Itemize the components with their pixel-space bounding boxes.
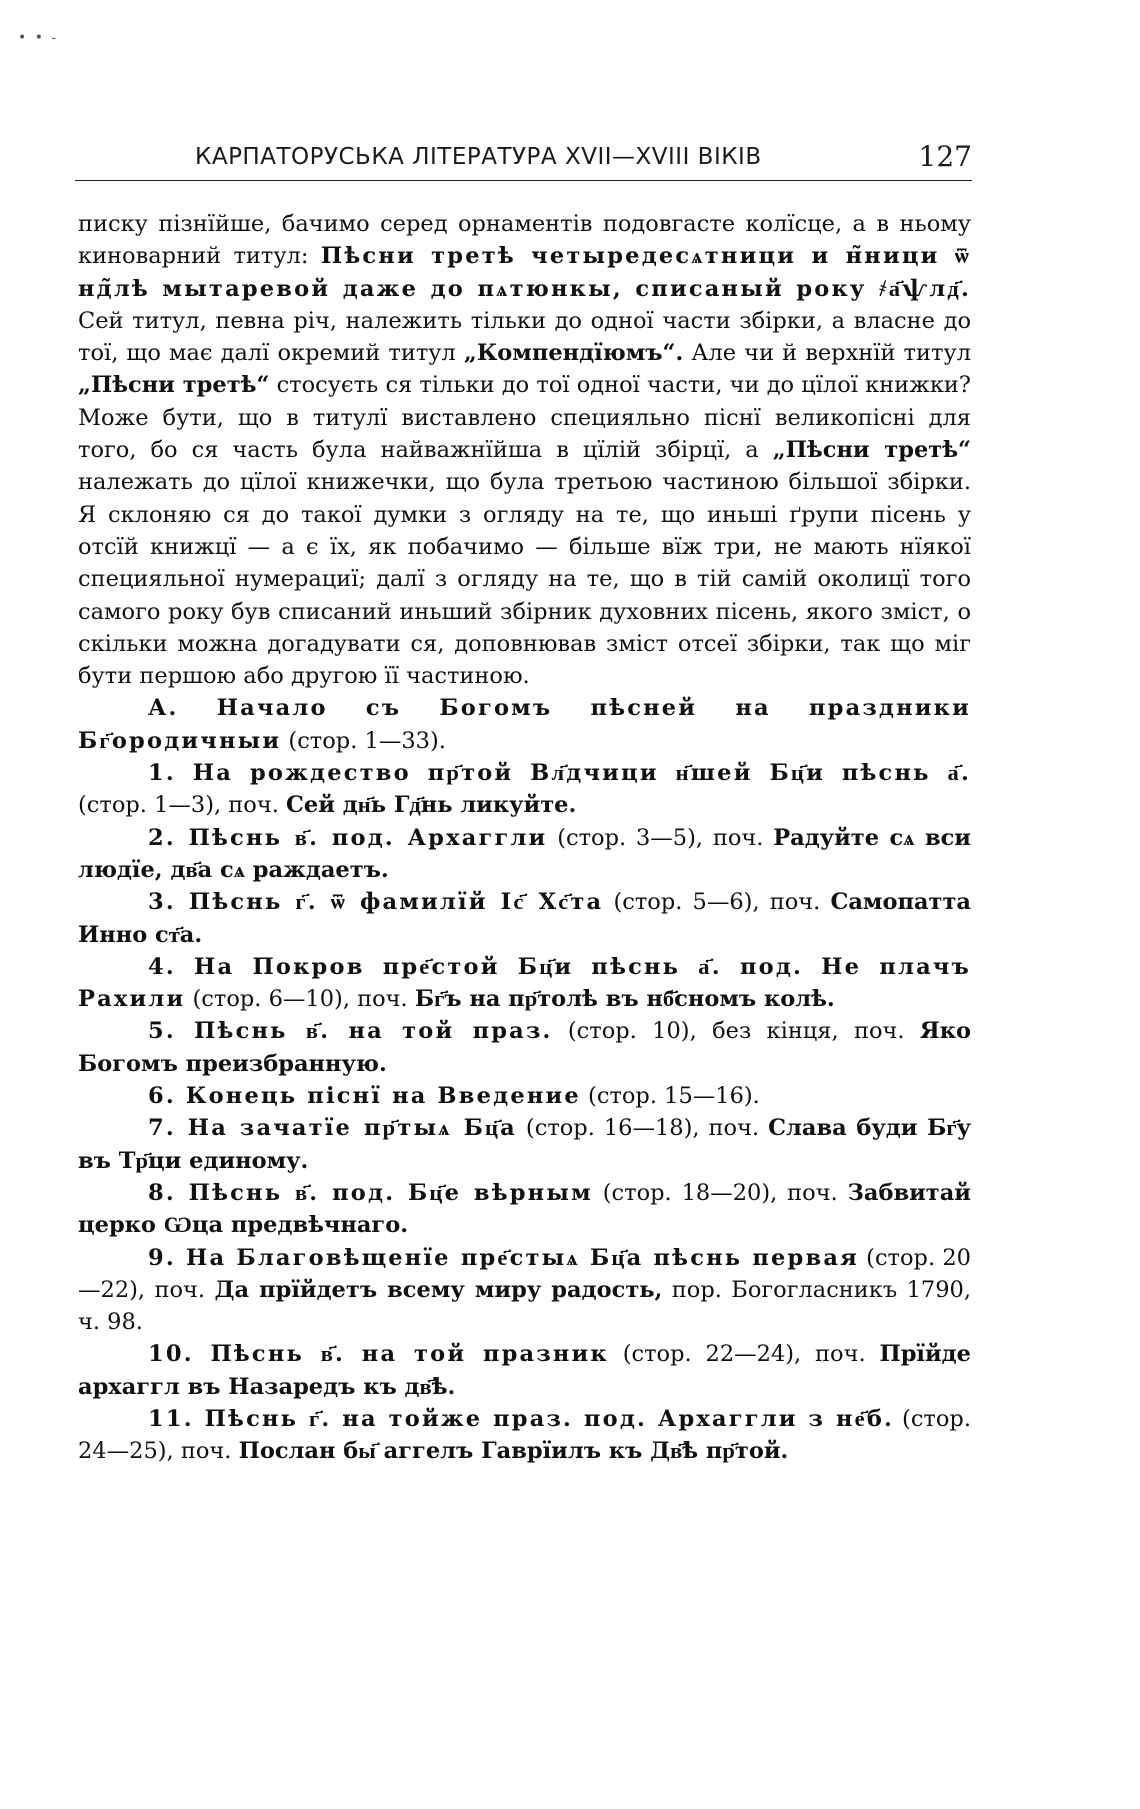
section-a-title: А. Начало съ Богомъ пѣсней на праздники Бг҃ородичныи [78, 695, 971, 754]
item-pages: (стор. 15—16). [580, 1083, 760, 1110]
intro-text-3: Але чи й верхнїй титул [683, 340, 971, 367]
page-number: 127 [918, 140, 972, 173]
item-incipit: Радуйте сѧ вси людїе, дв҃а сѧ раждаетъ. [78, 824, 971, 883]
list-item [78, 822, 971, 887]
list-item [78, 1112, 971, 1177]
running-head [75, 138, 972, 181]
list-item [78, 1080, 971, 1112]
item-incipit: Самопатта Инно ст҃а. [78, 889, 971, 948]
item-title: 1. На рождество пр҃той Вл҃дчици н҃шей Бц҃и пѣснь а҃. [148, 760, 971, 787]
item-reference: пор. Богогласникъ 1790, ч. 98. [78, 1276, 971, 1336]
item-title: 10. Пѣснь в҃. на той празник [148, 1341, 609, 1368]
intro-text-5: належать до цїлої книжечки, що була третьою частиною більшої збірки. Я склоняю ся до такої думки з огляду на те, що иньші ґрупи пісень у отсїй книжцї — а є їх, як побачимо — більше вїж три, не мають нїякої специяльної нумерациї; далї з огляду на те, що в тій самій околицї того самого року був списаний иньший збірник духовних пісень, якого зміст, о скільки можна догадувати ся, доповнював зміст отсеї збірки, так що міг бути першою або другою її частиною. [78, 469, 971, 690]
item-incipit: Слава буди Бг҃у въ Тр҃ци единому. [78, 1115, 971, 1174]
item-pages: (стор. 10), без кінця, поч. [552, 1018, 920, 1045]
running-title: КАРПАТОРУСЬКА ЛІТЕРАТУРА XVII—XVIII ВІКІВ [195, 144, 762, 170]
item-incipit: Бг҃ъ на пр҃толѣ въ нб҃сномъ колѣ. [414, 986, 835, 1013]
item-pages: (стор. 16—18), поч. [516, 1115, 769, 1142]
intro-paragraph [78, 208, 971, 692]
church-title-pisny-2: „Пѣсни третѣ“ [772, 437, 971, 464]
body-text [78, 208, 971, 1468]
item-title: 9. На Благовѣщенїе пре҃стыѧ Бц҃а пѣснь первая [148, 1244, 859, 1271]
item-pages: (стор. 3—5), поч. [547, 824, 774, 851]
corner-mark: • • - [18, 30, 59, 46]
item-incipit: Сей дн҃ь Гд҃нь ликуйте. [286, 792, 577, 819]
item-pages: (стор. 20—22), поч. [78, 1244, 971, 1303]
intro-text-4: стосуєть ся тільки до тої одної части, чи до цїлої книжки? Може бути, що в титулї виставлено специяльно піснї великопісні для того, бо ся часть була найважнїйша в цїлій збірцї, а [78, 372, 971, 464]
list-item [78, 1242, 971, 1339]
item-pages: (стор. 22—24), поч. [608, 1341, 880, 1368]
item-title: 2. Пѣснь в҃. под. Архаггли [148, 824, 548, 851]
list-item [78, 757, 971, 822]
list-item [78, 951, 971, 1016]
item-incipit: Яко Богомъ преизбранную. [78, 1018, 971, 1077]
church-title-compendium: „Компендїюмъ“. [463, 340, 684, 367]
list-item [78, 1338, 971, 1403]
church-title-pisny-1: „Пѣсни третѣ“ [78, 372, 270, 399]
list-item [78, 1177, 971, 1242]
item-title: 4. На Покров пре҃стой Бц҃и пѣснь а҃. под. Не плачъ Рахили [78, 953, 971, 1013]
item-pages: (стор. 24—25), поч. [78, 1405, 971, 1465]
item-title: 6. Конець піснї на Введение [148, 1083, 581, 1110]
intro-text-1: писку пізнїйше, бачимо серед орнаментів подовгасте колїсце, а в ньому киноварний титул: [78, 211, 971, 270]
spaced-title-1: Пѣсни третѣ четыредесѧтници и н̃ници ѿ нд̃лѣ мытаревой даже до пѧтюнкы, списаный року ҂а҃ѱлд҃. [78, 243, 971, 302]
item-title: 11. Пѣснь г҃. на тойже праз. под. Архаггли з не҃б. [148, 1405, 895, 1432]
item-pages: (стор. 6—10), поч. [185, 986, 415, 1013]
item-title: 8. Пѣснь в҃. под. Бц҃е вѣрным [148, 1179, 593, 1206]
intro-text-2: Сей титул, певна річ, належить тільки до одної части збірки, а власне до тої, що має далї окремий титул [78, 307, 971, 367]
list-item [78, 886, 971, 951]
item-title: 7. На зачатїе пр҃тыѧ Бц҃а [148, 1115, 517, 1142]
section-a-pages: (стор. 1—33). [281, 727, 446, 754]
item-incipit: Забвитай церко Ѡца предвѣчнаго. [78, 1179, 971, 1239]
item-title: 3. Пѣснь г҃. ѿ фамилїй Іс҃ Хс҃та [148, 889, 604, 916]
item-incipit: Да прїйдетъ всему миру радость, [214, 1276, 663, 1303]
item-incipit: Послан бы҃ аггелъ Гаврїилъ къ Дв҃ѣ пр҃той. [238, 1438, 789, 1465]
list-item [78, 1015, 971, 1080]
list-item [78, 1403, 971, 1468]
item-pages: (стор. 1—3), поч. [78, 792, 287, 819]
item-pages: (стор. 5—6), поч. [603, 889, 831, 916]
item-incipit: Прїйде архаггл въ Назаредъ къ дв҃ѣ. [78, 1341, 971, 1400]
section-a-heading [78, 692, 971, 757]
item-pages: (стор. 18—20), поч. [592, 1179, 848, 1206]
item-title: 5. Пѣснь в҃. на той праз. [148, 1018, 553, 1045]
